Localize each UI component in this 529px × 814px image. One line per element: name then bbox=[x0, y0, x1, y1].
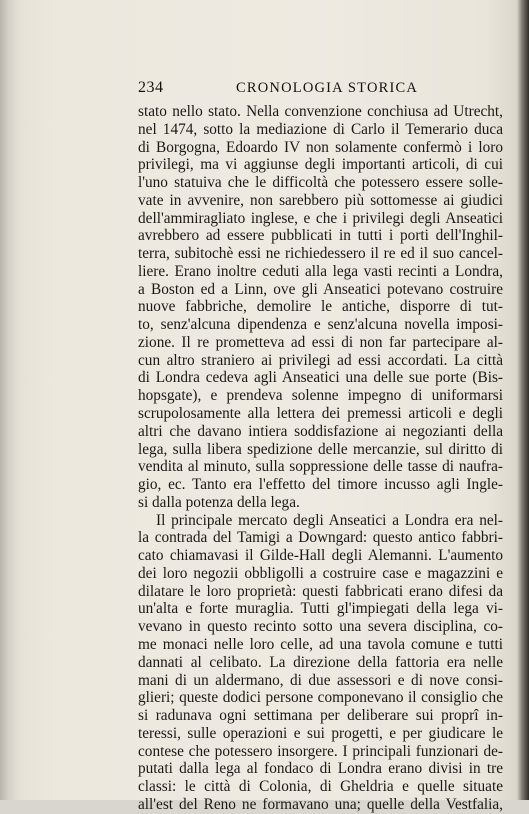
text-line: si radunava ogni settimana per deliberare sui proprî in- bbox=[138, 707, 503, 725]
text-line: a Boston ed a Linn, ove gli Anseatici potevano costruire bbox=[138, 280, 503, 298]
text-line: stato nello stato. Nella convenzione conchiusa ad Utrecht, bbox=[138, 103, 503, 120]
text-line: cun altro straniero ai privilegi ad essi accordati. La città bbox=[138, 351, 503, 369]
text-line: liere. Erano inoltre ceduti alla lega vasti recinti a Londra, bbox=[138, 262, 503, 280]
text-line: hopsgate), e prendeva solenne impegno di uniformarsi bbox=[138, 387, 503, 405]
text-line: un'alta e forte muraglia. Tutti gl'impiegati della lega vi- bbox=[138, 600, 503, 618]
text-line: contese che potessero insorgere. I principali funzionari de- bbox=[138, 742, 503, 760]
text-line: glieri; queste dodici persone componevano il consiglio che bbox=[138, 689, 503, 707]
text-line: zione. Il re prometteva ad essi di non far partecipare al- bbox=[138, 333, 503, 351]
running-header bbox=[138, 79, 503, 99]
text-line: lega, sulla libera spedizione delle mercanzie, sul diritto di bbox=[138, 440, 503, 458]
paragraph-first-line: Il principale mercato degli Anseatici a Londra era nel- bbox=[156, 511, 503, 529]
text-line: di Londra cedeva agli Anseatici una delle sue porte (Bis- bbox=[138, 369, 503, 387]
text-line: gio, ec. Tanto era l'effetto del timore incusso agli Ingle- bbox=[138, 476, 503, 494]
text-line: dell'ammiragliato inglese, e che i privilegi degli Anseatici bbox=[138, 209, 503, 227]
text-line: privilegi, ma vi aggiunse degli importanti articoli, di cui bbox=[138, 156, 503, 174]
text-line: teressi, sulle operazioni e sui progetti, e per giudicare le bbox=[138, 724, 503, 742]
text-line: mani di un aldermano, di due assessori e di nove consi- bbox=[138, 671, 503, 689]
text-line: all'est del Reno ne formavano una; quelle della Vestfalia, bbox=[138, 795, 503, 813]
text-line: cato chiamavasi il Gilde-Hall degli Alemanni. L'aumento bbox=[138, 547, 503, 565]
text-line: scrupolosamente alla lettera dei premessi articoli e degli bbox=[138, 405, 503, 423]
page-edge-shadow bbox=[517, 0, 529, 800]
text-line: vate in avvenire, non sarebbero più sottomesse ai giudici bbox=[138, 191, 503, 209]
body-text bbox=[138, 103, 503, 814]
gutter-shadow bbox=[0, 0, 14, 800]
text-line: putati dalla lega al fondaco di Londra erano divisi in tre bbox=[138, 760, 503, 778]
text-line: dannati al celibato. La direzione della fattoria era nelle bbox=[138, 653, 503, 671]
text-line: altri che davano intiera soddisfazione ai negozianti della bbox=[138, 422, 503, 440]
text-line: di Borgogna, Edoardo IV non solamente confermò i loro bbox=[138, 138, 503, 156]
text-line: terra, subitochè essi ne richiedessero il re ed il suo cancel- bbox=[138, 245, 503, 263]
text-line: to, senz'alcuna dipendenza e senz'alcuna novella imposi- bbox=[138, 316, 503, 334]
text-line: dilatare le loro proprietà: questi fabbricati erano difesi da bbox=[138, 582, 503, 600]
paragraph-last-line: si dalla potenza della lega. bbox=[138, 493, 300, 511]
page-number: 234 bbox=[138, 79, 164, 96]
text-line: dei loro negozii obbligolli a costruire case e magazzini e bbox=[138, 564, 503, 582]
text-line: l'uno statuiva che le difficoltà che potessero essere solle- bbox=[138, 174, 503, 192]
text-line: classi: le città di Colonia, di Gheldria e quelle situate bbox=[138, 778, 503, 796]
running-title: CRONOLOGIA STORICA bbox=[236, 80, 419, 96]
text-line: me monaci nelle loro celle, ad una tavola comune e tutti bbox=[138, 635, 503, 653]
text-line: la contrada del Tamigi a Downgard: questo antico fabbri- bbox=[138, 529, 503, 547]
text-line: nel 1474, sotto la mediazione di Carlo il Temerario duca bbox=[138, 120, 503, 138]
text-line: nuove fabbriche, demolire le antiche, disporre di tut- bbox=[138, 298, 503, 316]
text-line: vendita al minuto, sulla soppressione delle tasse di naufra- bbox=[138, 458, 503, 476]
text-line: avrebbero ad essere pubblicati in tutti i porti dell'Inghil- bbox=[138, 227, 503, 245]
text-line: vevano in questo recinto sotto una severa disciplina, co- bbox=[138, 618, 503, 636]
